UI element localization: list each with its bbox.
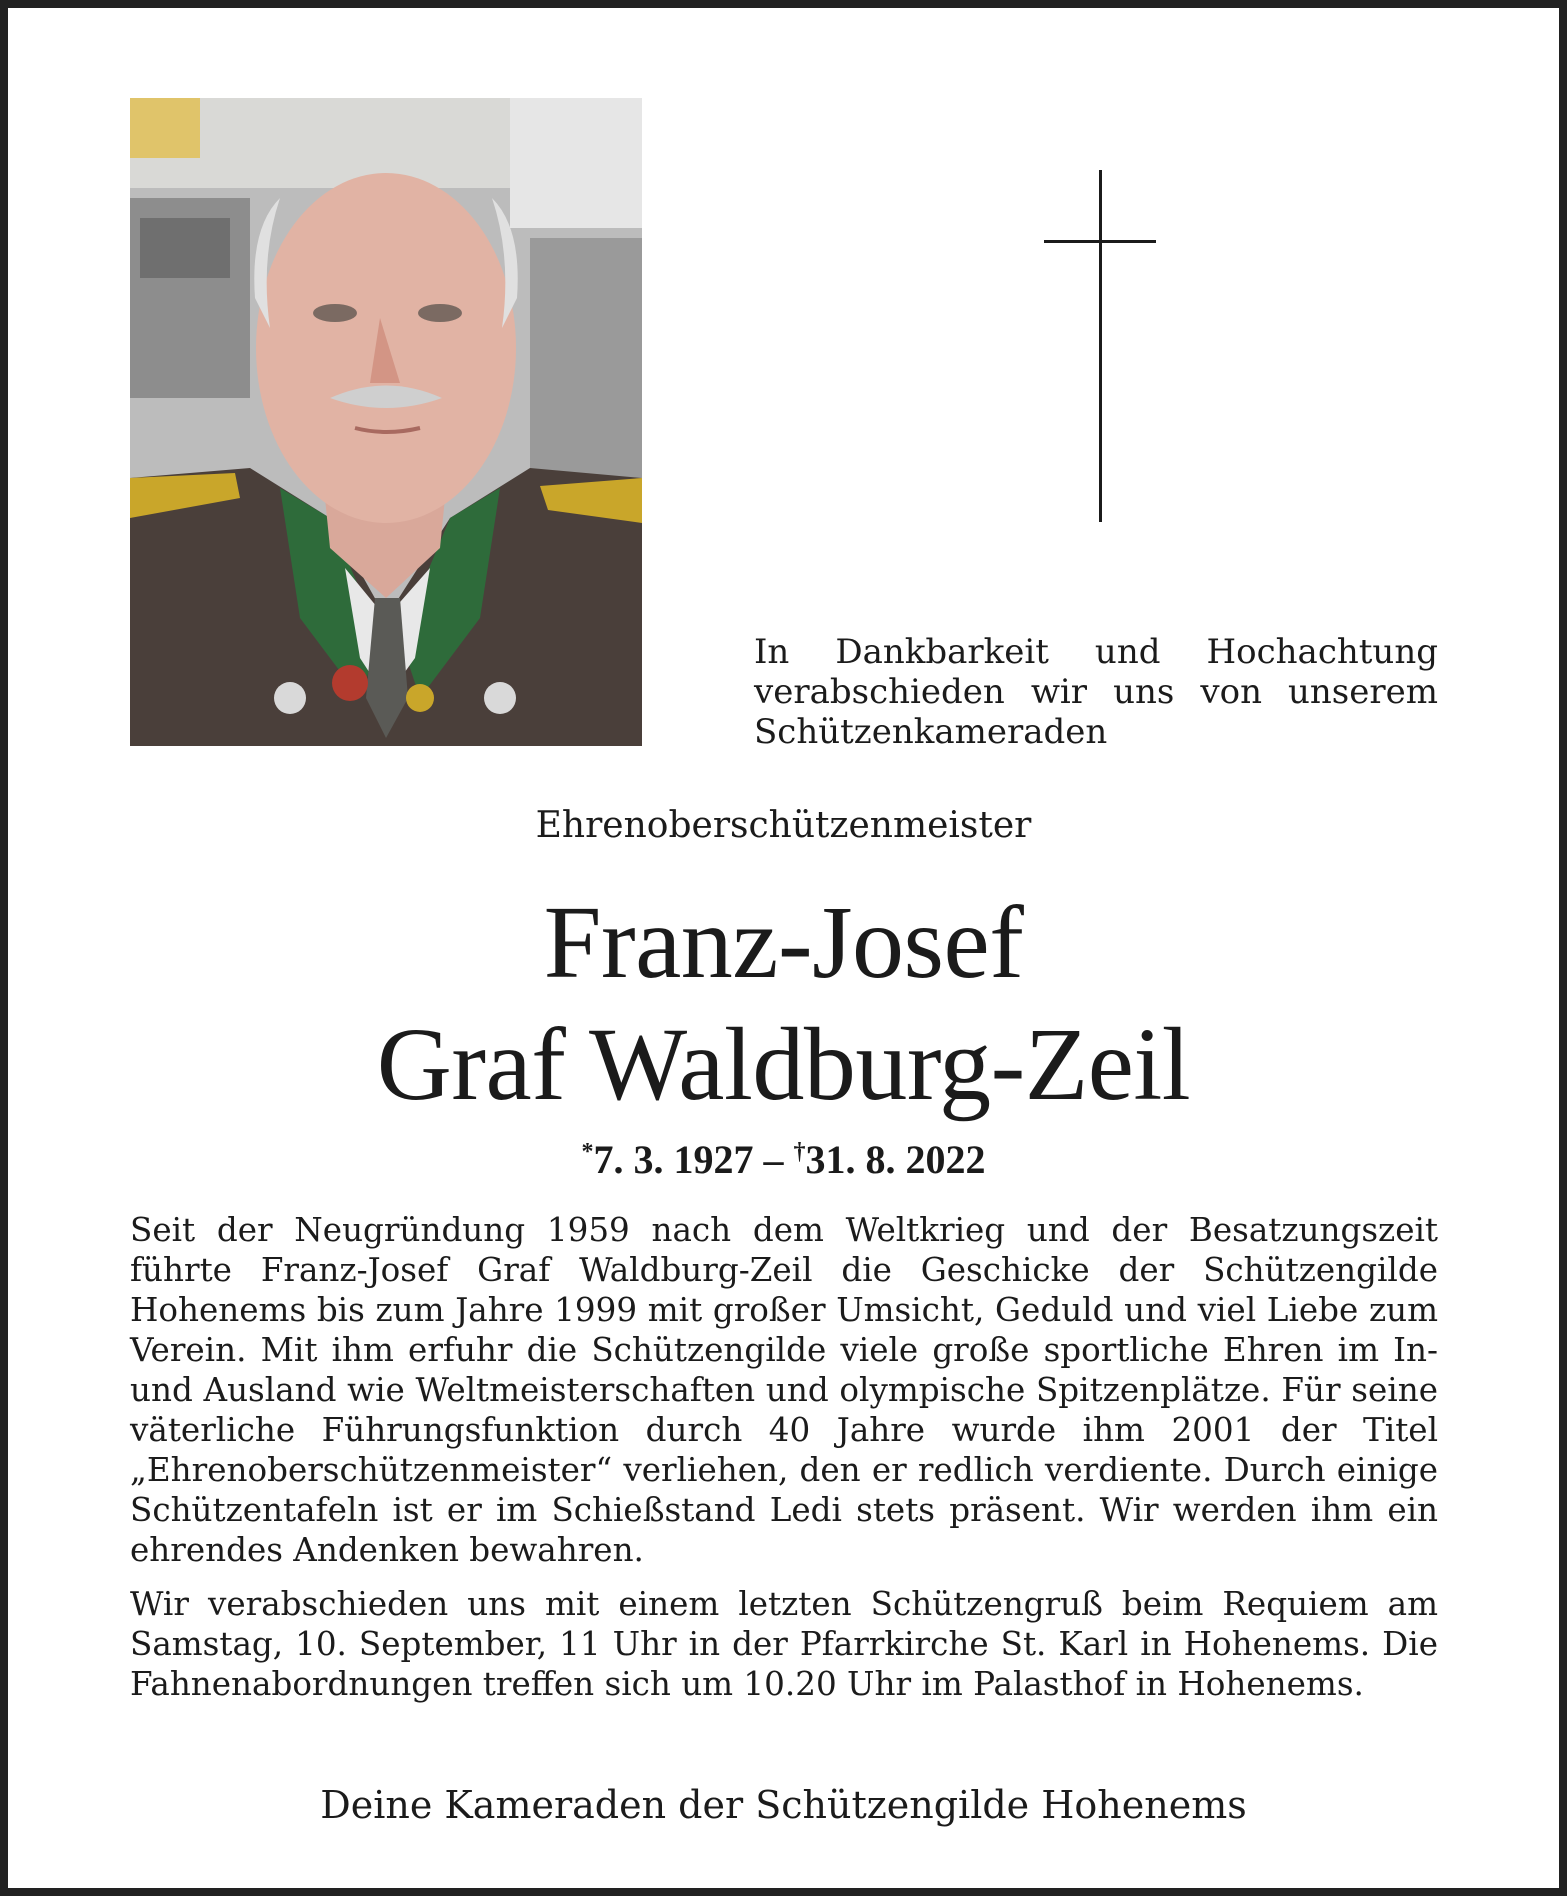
birth-date: 7. 3. 1927 xyxy=(593,1137,754,1182)
birth-symbol: * xyxy=(581,1139,594,1165)
paragraph-tribute: Seit der Neugründung 1959 nach dem Weltkrieg und der Besatzungszeit führte Franz-Josef Graf Waldburg-Zeil die Geschicke der Schützengilde Hohenems bis zum Jahre 1999 mit großer Umsicht, Geduld und viel Liebe zum Verein. Mit ihm erfuhr die Schützengilde viele große sportliche Ehren im In- und Ausland wie Weltmeisterschaften und olympische Spitzenplätze. Für seine väterliche Führungsfunktion durch 40 Jahre wurde ihm 2001 der Titel „Ehrenoberschützenmeister“ verliehen, den er redlich verdiente. Durch einige Schützentafeln ist er im Schießstand Ledi stets präsent. Wir werden ihm ein ehrendes Andenken bewahren. xyxy=(130,1211,1438,1569)
cross-icon xyxy=(1040,168,1160,528)
intro-line-3: Schützenkameraden xyxy=(754,712,1108,752)
portrait-photo xyxy=(130,98,642,746)
signature: Deine Kameraden der Schützengilde Hohenems xyxy=(320,1783,1247,1827)
death-symbol: † xyxy=(793,1139,806,1165)
intro-line-1: In Dankbarkeit und Hochachtung xyxy=(754,632,1438,672)
name-line-2: Graf Waldburg-Zeil xyxy=(376,1007,1191,1122)
intro-text xyxy=(754,632,1438,752)
name-line-1: Franz-Josef xyxy=(543,885,1024,1000)
intro-line-2: verabschieden wir uns von unserem xyxy=(754,672,1438,712)
death-date: 31. 8. 2022 xyxy=(805,1137,986,1182)
paragraph-requiem: Wir verabschieden uns mit einem letzten Schützengruß beim Requiem am Samstag, 10. September, 11 Uhr in der Pfarrkirche St. Karl in Hohenems. Die Fahnenabordnungen treffen sich um 10.20 Uhr im Palasthof in Hohenems. xyxy=(130,1585,1438,1703)
obituary-body xyxy=(130,1210,1438,1718)
life-dates xyxy=(0,1128,1567,1184)
rank-title: Ehrenoberschützenmeister xyxy=(535,805,1032,846)
deceased-name xyxy=(0,882,1567,1126)
date-separator: – xyxy=(763,1137,784,1182)
